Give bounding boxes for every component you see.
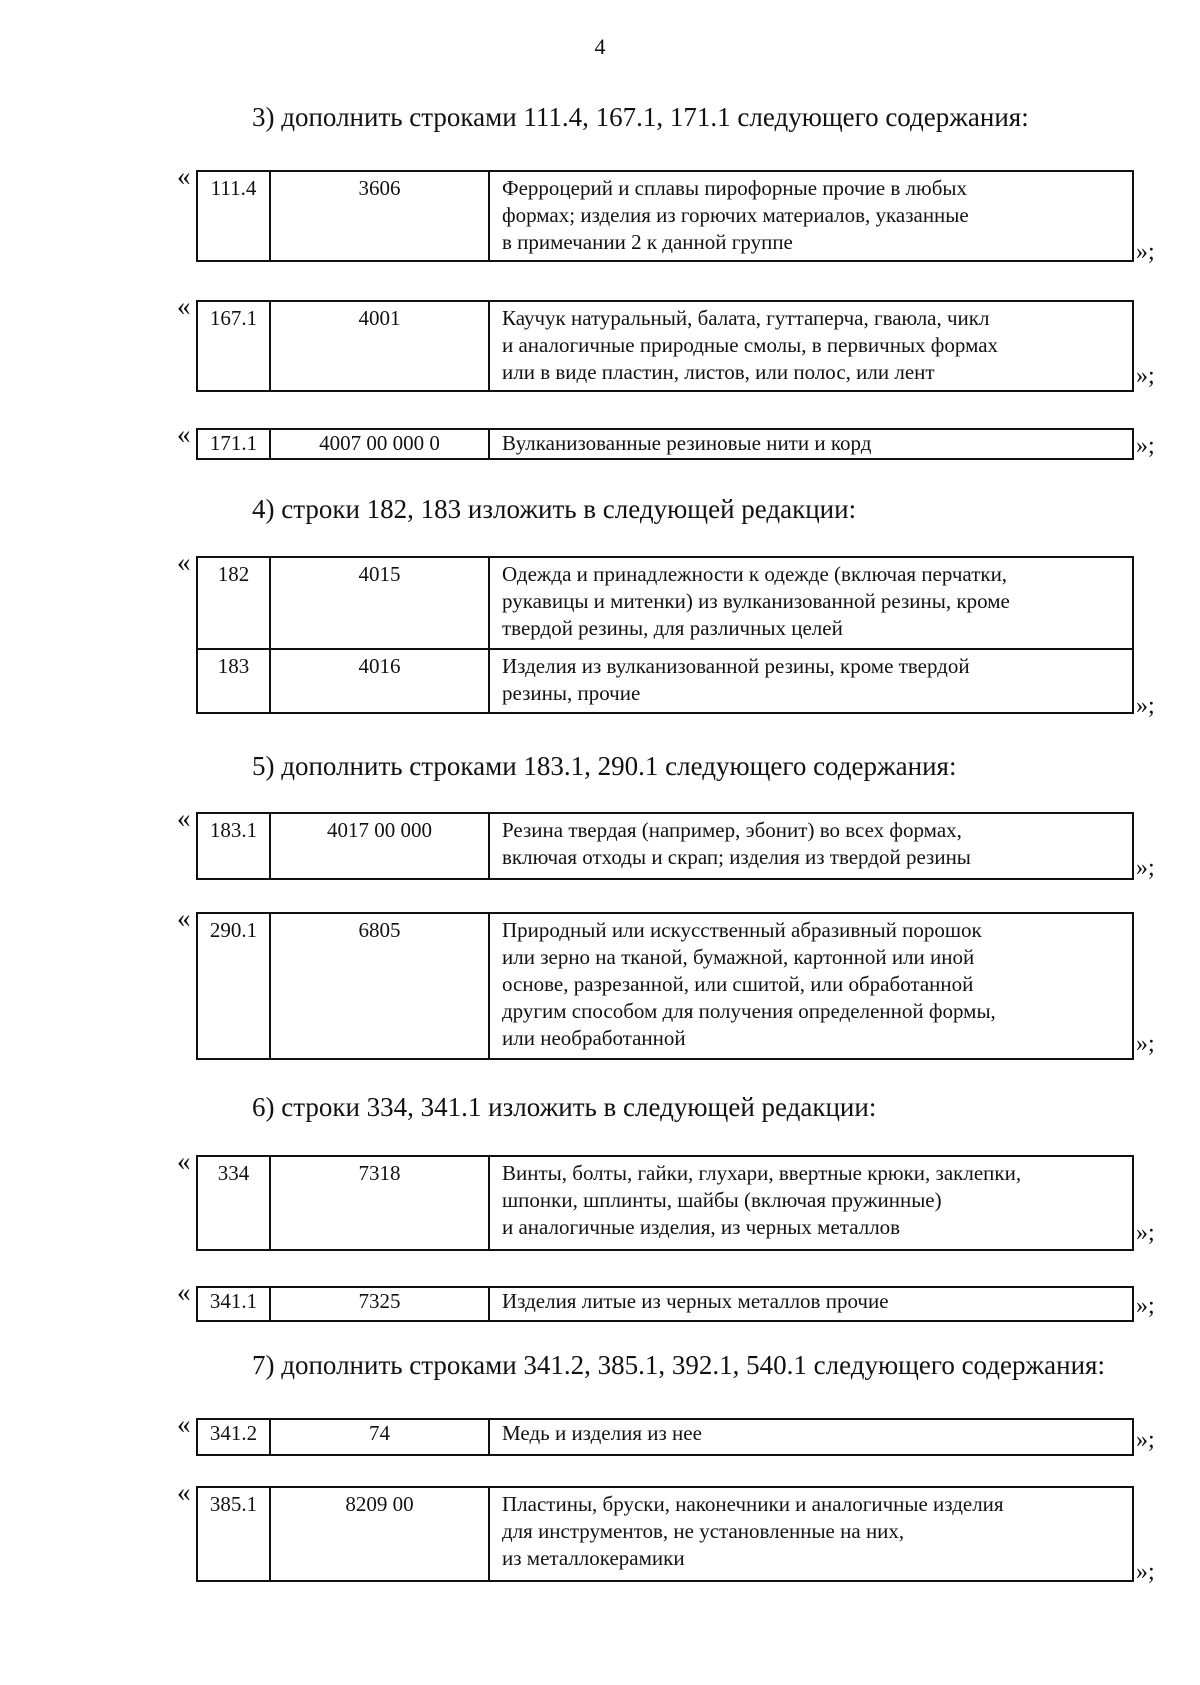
- row-number-cell: 183: [197, 649, 270, 713]
- amendment-table: [196, 1486, 1134, 1582]
- table-row: [197, 813, 1133, 879]
- amendment-block-385-1: [177, 1477, 1155, 1585]
- description-cell: [489, 1156, 1133, 1250]
- description-cell: [489, 1487, 1133, 1581]
- section-7-heading: 7) дополнить строками 341.2, 385.1, 392.1, 540.1 следующего содержания:: [252, 1350, 1105, 1380]
- description-line: в примечании 2 к данной группе: [502, 230, 793, 254]
- close-quote: »;: [1136, 1559, 1155, 1585]
- description-line: Изделия из вулканизованной резины, кроме твердой: [502, 654, 970, 678]
- open-quote: «: [177, 1146, 191, 1176]
- table-row: [197, 913, 1133, 1059]
- row-number-cell: 334: [197, 1156, 270, 1250]
- amendment-block-290-1: [177, 903, 1155, 1060]
- open-quote: «: [177, 1477, 191, 1507]
- description-line: Пластины, бруски, наконечники и аналогичные изделия: [502, 1492, 1004, 1516]
- amendment-block-341-2: [177, 1409, 1155, 1456]
- close-quote: »;: [1136, 433, 1155, 459]
- open-quote: «: [177, 547, 191, 577]
- description-line: твердой резины, для различных целей: [502, 616, 843, 640]
- description-line: Природный или искусственный абразивный порошок: [502, 918, 982, 942]
- table-row: [197, 1419, 1133, 1455]
- amendment-block-182-183: [177, 547, 1155, 719]
- description-line: Каучук натуральный, балата, гуттаперча, гваюла, чикл: [502, 306, 990, 330]
- description-line: Медь и изделия из нее: [502, 1421, 702, 1445]
- amendment-block-111-4: [177, 161, 1155, 265]
- page-number: 4: [594, 34, 606, 59]
- code-cell: 7318: [270, 1156, 489, 1250]
- row-number-cell: 290.1: [197, 913, 270, 1059]
- amendment-table: [196, 428, 1134, 460]
- section-4-heading: 4) строки 182, 183 изложить в следующей редакции:: [252, 494, 857, 524]
- code-cell: 74: [270, 1419, 489, 1455]
- amendment-block-334: [177, 1146, 1155, 1251]
- description-line: Одежда и принадлежности к одежде (включая перчатки,: [502, 562, 1008, 586]
- description-cell: [489, 557, 1133, 649]
- description-line: и аналогичные изделия, из черных металлов: [502, 1215, 901, 1239]
- open-quote: «: [177, 903, 191, 933]
- open-quote: «: [177, 1277, 191, 1307]
- section-3-heading: 3) дополнить строками 111.4, 167.1, 171.1 следующего содержания:: [252, 102, 1029, 132]
- description-cell: [489, 1287, 1133, 1321]
- row-number-cell: 183.1: [197, 813, 270, 879]
- open-quote: «: [177, 803, 191, 833]
- description-line: включая отходы и скрап; изделия из твердой резины: [502, 845, 971, 869]
- description-line: или необработанной: [502, 1026, 686, 1050]
- description-line: резины, прочие: [502, 681, 641, 705]
- section-6-heading: 6) строки 334, 341.1 изложить в следующей редакции:: [252, 1092, 877, 1122]
- close-quote: »;: [1136, 693, 1155, 719]
- row-number-cell: 341.1: [197, 1287, 270, 1321]
- description-cell: [489, 429, 1133, 459]
- row-number-cell: 385.1: [197, 1487, 270, 1581]
- amendment-table: [196, 912, 1134, 1060]
- amendment-block-183-1: [177, 803, 1155, 881]
- amendment-table: [196, 1155, 1134, 1251]
- table-row: [197, 649, 1133, 713]
- close-quote: »;: [1136, 1293, 1155, 1319]
- open-quote: «: [177, 1409, 191, 1439]
- code-cell: 3606: [270, 171, 489, 261]
- open-quote: «: [177, 291, 191, 321]
- row-number-cell: 167.1: [197, 301, 270, 391]
- description-line: рукавицы и митенки) из вулканизованной резины, кроме: [502, 589, 1010, 613]
- close-quote: »;: [1136, 1220, 1155, 1246]
- table-row: [197, 557, 1133, 649]
- description-line: Ферроцерий и сплавы пирофорные прочие в любых: [502, 176, 968, 200]
- amendment-block-171-1: [177, 419, 1155, 460]
- description-cell: [489, 913, 1133, 1059]
- description-cell: [489, 171, 1133, 261]
- row-number-cell: 171.1: [197, 429, 270, 459]
- description-line: другим способом для получения определенной формы,: [502, 999, 996, 1023]
- amendment-table: [196, 1418, 1134, 1456]
- code-cell: 4007 00 000 0: [270, 429, 489, 459]
- description-line: шпонки, шплинты, шайбы (включая пружинные): [502, 1188, 942, 1212]
- code-cell: 6805: [270, 913, 489, 1059]
- close-quote: »;: [1136, 1031, 1155, 1057]
- description-line: Вулканизованные резиновые нити и корд: [502, 431, 872, 455]
- table-row: [197, 171, 1133, 261]
- row-number-cell: 341.2: [197, 1419, 270, 1455]
- amendment-table: [196, 300, 1134, 392]
- description-cell: [489, 1419, 1133, 1455]
- description-line: Винты, болты, гайки, глухари, ввертные крюки, заклепки,: [502, 1161, 1022, 1185]
- description-line: и аналогичные природные смолы, в первичных формах: [502, 333, 999, 357]
- description-line: формах; изделия из горючих материалов, указанные: [502, 203, 969, 227]
- amendment-table: [196, 170, 1134, 262]
- description-line: или в виде пластин, листов, или полос, или лент: [502, 360, 935, 384]
- code-cell: 4015: [270, 557, 489, 649]
- code-cell: 7325: [270, 1287, 489, 1321]
- row-number-cell: 182: [197, 557, 270, 649]
- amendment-block-167-1: [177, 291, 1155, 392]
- table-row: [197, 1287, 1133, 1321]
- close-quote: »;: [1136, 1427, 1155, 1453]
- open-quote: «: [177, 419, 191, 449]
- description-line: Резина твердая (например, эбонит) во всех формах,: [502, 818, 962, 842]
- close-quote: »;: [1136, 363, 1155, 389]
- close-quote: »;: [1136, 855, 1155, 881]
- description-line: Изделия литые из черных металлов прочие: [502, 1289, 889, 1313]
- description-cell: [489, 649, 1133, 713]
- close-quote: »;: [1136, 239, 1155, 265]
- description-cell: [489, 301, 1133, 391]
- description-line: для инструментов, не установленные на них,: [502, 1519, 905, 1543]
- amendment-block-341-1: [177, 1277, 1155, 1322]
- description-line: или зерно на тканой, бумажной, картонной или иной: [502, 945, 975, 969]
- table-row: [197, 1487, 1133, 1581]
- description-cell: [489, 813, 1133, 879]
- code-cell: 8209 00: [270, 1487, 489, 1581]
- description-line: основе, разрезанной, или сшитой, или обработанной: [502, 972, 974, 996]
- section-5-heading: 5) дополнить строками 183.1, 290.1 следующего содержания:: [252, 751, 957, 781]
- amendment-table: [196, 1286, 1134, 1322]
- table-row: [197, 301, 1133, 391]
- code-cell: 4017 00 000: [270, 813, 489, 879]
- row-number-cell: 111.4: [197, 171, 270, 261]
- table-row: [197, 1156, 1133, 1250]
- code-cell: 4016: [270, 649, 489, 713]
- table-row: [197, 429, 1133, 459]
- open-quote: «: [177, 161, 191, 191]
- amendment-table: [196, 556, 1134, 714]
- description-line: из металлокерамики: [502, 1546, 685, 1570]
- code-cell: 4001: [270, 301, 489, 391]
- amendment-table: [196, 812, 1134, 880]
